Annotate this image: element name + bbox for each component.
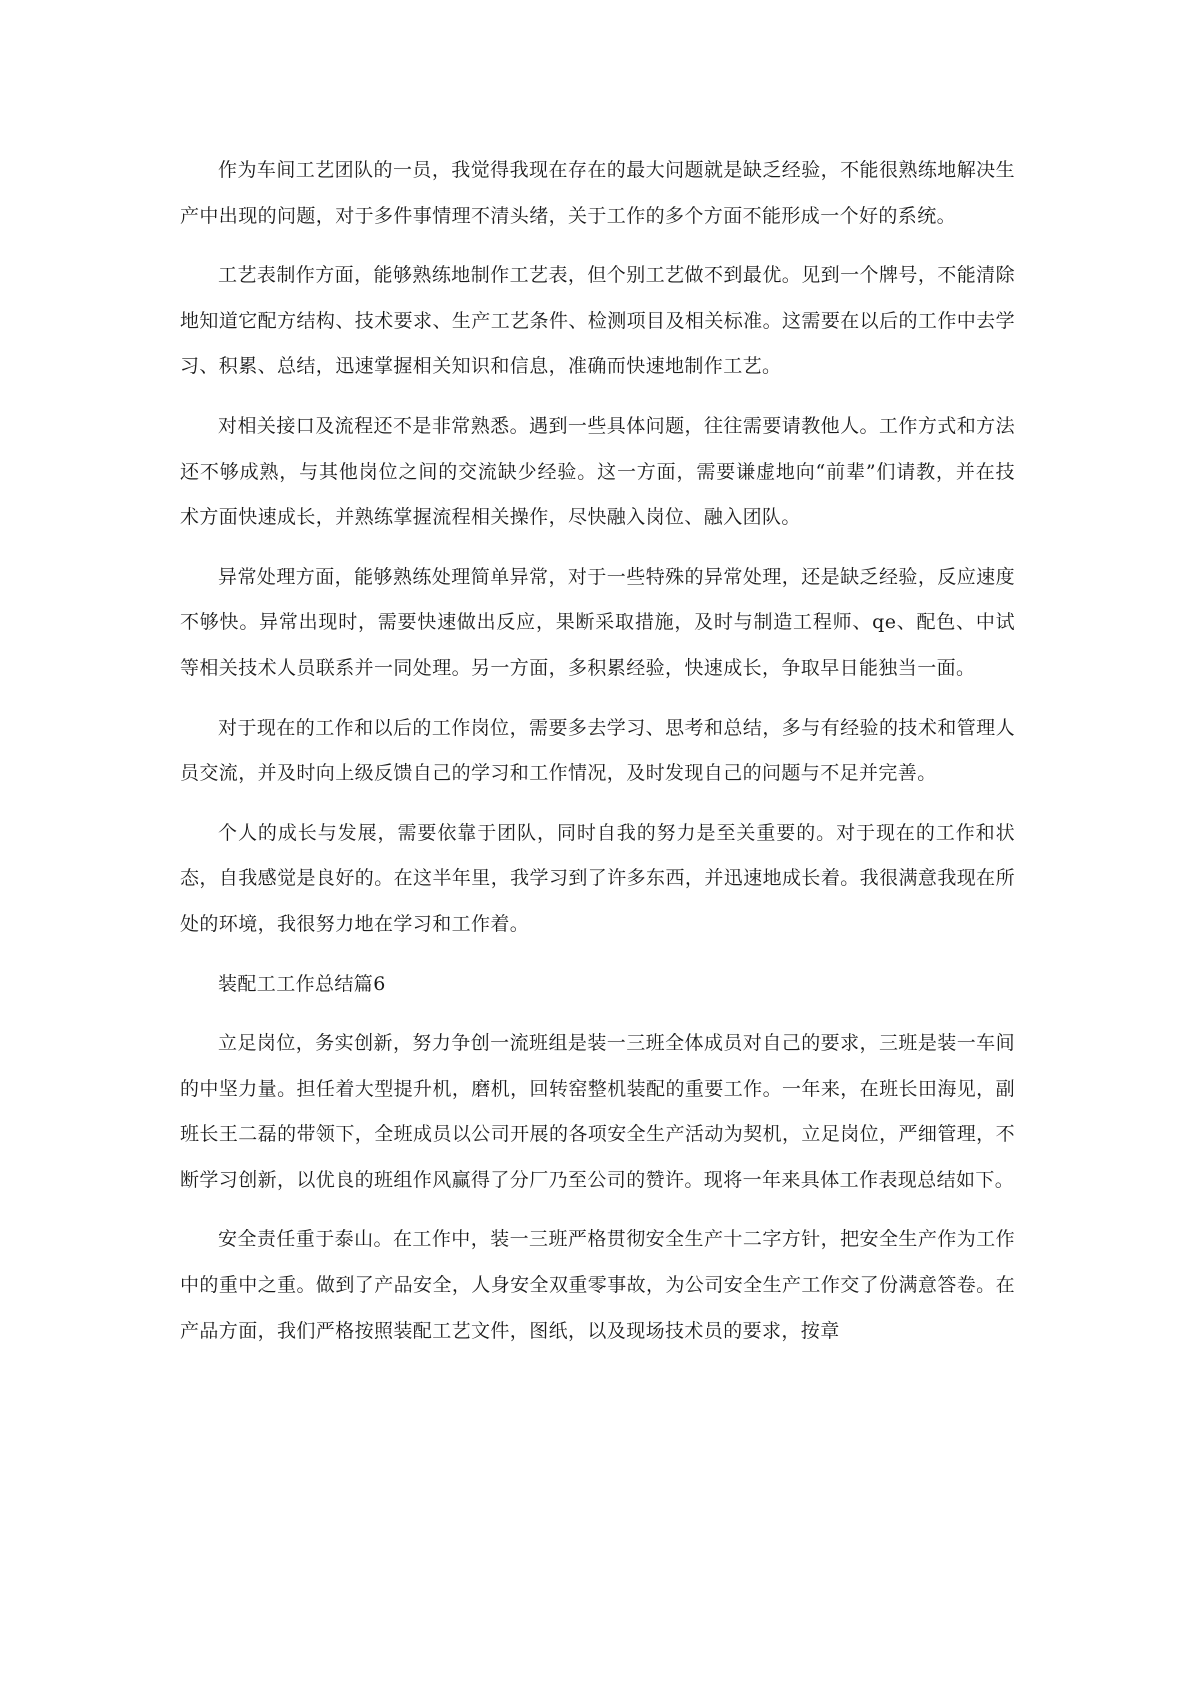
paragraph-4: 异常处理方面，能够熟练处理简单异常，对于一些特殊的异常处理，还是缺乏经验，反应速度不够快。异常出现时，需要快速做出反应，果断采取措施，及时与制造工程师、qe、配色、中试等相关技术人员联系并一同处理。另一方面，多积累经验，快速成长，争取早日能独当一面。	[180, 565, 1015, 679]
paragraph-3: 对相关接口及流程还不是非常熟悉。遇到一些具体问题，往往需要请教他人。工作方式和方法还不够成熟，与其他岗位之间的交流缺少经验。这一方面，需要谦虚地向“前辈”们请教，并在技术方面快速成长，并熟练掌握流程相关操作，尽快融入岗位、融入团队。	[180, 414, 1015, 529]
paragraph-6: 个人的成长与发展，需要依靠于团队，同时自我的努力是至关重要的。对于现在的工作和状态，自我感觉是良好的。在这半年里，我学习到了许多东西，并迅速地成长着。我很满意我现在所处的环境，我很努力地在学习和工作着。	[180, 821, 1015, 935]
section-heading: 装配工工作总结篇6	[218, 972, 386, 995]
paragraph-1: 作为车间工艺团队的一员，我觉得我现在存在的最大问题就是缺乏经验，不能很熟练地解决生产中出现的问题，对于多件事情理不清头绪，关于工作的多个方面不能形成一个好的系统。	[180, 159, 1015, 227]
paragraph-5: 对于现在的工作和以后的工作岗位，需要多去学习、思考和总结，多与有经验的技术和管理人员交流，并及时向上级反馈自己的学习和工作情况，及时发现自己的问题与不足并完善。	[180, 716, 1015, 785]
paragraph-8: 安全责任重于泰山。在工作中，装一三班严格贯彻安全生产十二字方针，把安全生产作为工作中的重中之重。做到了产品安全，人身安全双重零事故，为公司安全生产工作交了份满意答卷。在产品方面，我们严格按照装配工艺文件，图纸，以及现场技术员的要求，按章	[180, 1228, 1015, 1342]
document-body	[180, 148, 1015, 1368]
paragraph-7: 立足岗位，务实创新，努力争创一流班组是装一三班全体成员对自己的要求，三班是装一车间的中坚力量。担任着大型提升机，磨机，回转窑整机装配的重要工作。一年来，在班长田海见，副班长王二磊的带领下，全班成员以公司开展的各项安全生产活动为契机，立足岗位，严细管理，不断学习创新，以优良的班组作风赢得了分厂乃至公司的赞许。现将一年来具体工作表现总结如下。	[180, 1032, 1015, 1191]
paragraph-2: 工艺表制作方面，能够熟练地制作工艺表，但个别工艺做不到最优。见到一个牌号，不能清除地知道它配方结构、技术要求、生产工艺条件、检测项目及相关标准。这需要在以后的工作中去学习、积累、总结，迅速掌握相关知识和信息，准确而快速地制作工艺。	[180, 264, 1015, 378]
